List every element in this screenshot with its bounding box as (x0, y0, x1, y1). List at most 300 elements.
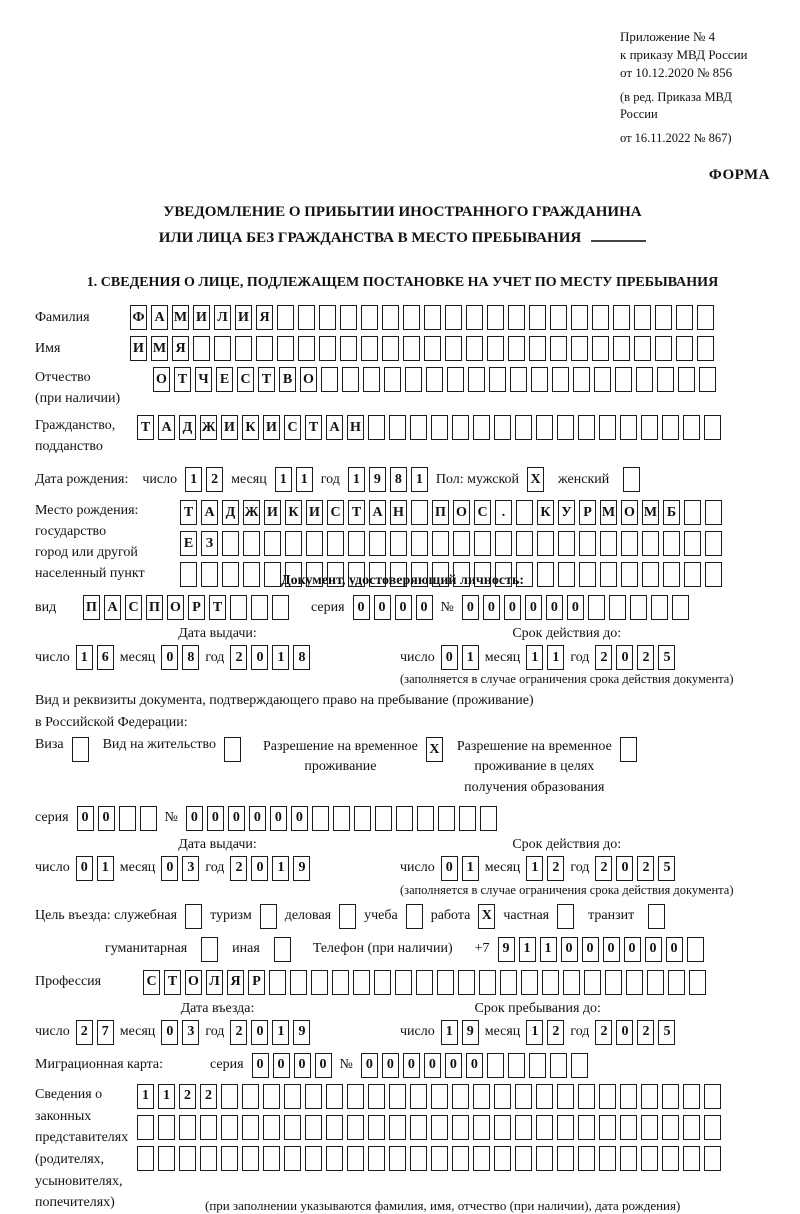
form-cell[interactable] (515, 1115, 532, 1140)
form-cell[interactable] (137, 1115, 154, 1140)
form-cell[interactable] (326, 1146, 343, 1171)
form-cell[interactable]: 0 (403, 1053, 420, 1078)
form-cell[interactable]: 5 (658, 1020, 675, 1045)
form-cell[interactable] (158, 1115, 175, 1140)
form-cell[interactable]: Ч (195, 367, 212, 392)
form-cell[interactable] (599, 415, 616, 440)
form-cell[interactable]: 0 (77, 806, 94, 831)
form-cell[interactable] (684, 531, 701, 556)
form-cell[interactable] (447, 367, 464, 392)
form-cell[interactable] (452, 1146, 469, 1171)
form-cell[interactable]: 8 (182, 645, 199, 670)
form-cell[interactable] (563, 970, 580, 995)
form-cell[interactable]: И (221, 415, 238, 440)
form-cell[interactable]: 0 (466, 1053, 483, 1078)
form-cell[interactable]: 9 (462, 1020, 479, 1045)
form-cell[interactable] (389, 415, 406, 440)
form-cell[interactable]: 0 (561, 937, 578, 962)
form-cell[interactable] (550, 336, 567, 361)
form-cell[interactable] (242, 1115, 259, 1140)
form-cell[interactable]: 0 (249, 806, 266, 831)
form-cell[interactable]: М (642, 500, 659, 525)
form-cell[interactable] (609, 595, 626, 620)
form-cell[interactable]: 6 (97, 645, 114, 670)
form-cell[interactable] (431, 1115, 448, 1140)
form-cell[interactable]: 1 (272, 1020, 289, 1045)
form-cell[interactable] (621, 562, 638, 587)
form-cell[interactable] (445, 305, 462, 330)
form-cell[interactable] (662, 415, 679, 440)
form-cell[interactable]: А (104, 595, 121, 620)
form-cell[interactable]: Б (663, 500, 680, 525)
form-cell[interactable] (319, 305, 336, 330)
form-cell[interactable] (558, 531, 575, 556)
form-cell[interactable] (353, 970, 370, 995)
form-cell[interactable]: З (201, 531, 218, 556)
form-cell[interactable] (578, 415, 595, 440)
form-cell[interactable] (201, 562, 218, 587)
form-cell[interactable]: Т (258, 367, 275, 392)
form-cell[interactable]: А (326, 415, 343, 440)
form-cell[interactable] (405, 367, 422, 392)
form-cell[interactable] (347, 1115, 364, 1140)
form-cell[interactable]: К (285, 500, 302, 525)
form-cell[interactable] (668, 970, 685, 995)
form-cell[interactable] (284, 1084, 301, 1109)
form-cell[interactable] (424, 305, 441, 330)
form-cell[interactable] (437, 970, 454, 995)
form-cell[interactable]: 1 (76, 645, 93, 670)
form-cell[interactable]: Ж (200, 415, 217, 440)
form-cell[interactable] (263, 1146, 280, 1171)
form-cell[interactable]: 0 (624, 937, 641, 962)
form-cell[interactable] (494, 1084, 511, 1109)
form-cell[interactable] (348, 531, 365, 556)
form-cell[interactable]: 2 (547, 1020, 564, 1045)
form-cell[interactable] (550, 305, 567, 330)
form-cell[interactable] (396, 806, 413, 831)
form-cell[interactable] (277, 305, 294, 330)
form-cell[interactable]: О (167, 595, 184, 620)
form-cell[interactable]: 2 (230, 645, 247, 670)
form-cell[interactable]: 0 (382, 1053, 399, 1078)
form-cell[interactable]: Ф (130, 305, 147, 330)
form-cell[interactable]: 8 (390, 467, 407, 492)
form-cell[interactable]: 0 (273, 1053, 290, 1078)
form-cell[interactable] (620, 415, 637, 440)
form-cell[interactable]: Л (214, 305, 231, 330)
form-cell[interactable]: А (151, 305, 168, 330)
form-cell[interactable] (600, 531, 617, 556)
form-cell[interactable]: М (151, 336, 168, 361)
form-cell[interactable]: 0 (161, 1020, 178, 1045)
form-cell[interactable]: 0 (251, 856, 268, 881)
form-cell[interactable]: 0 (251, 645, 268, 670)
form-cell[interactable]: 8 (293, 645, 310, 670)
form-cell[interactable] (375, 806, 392, 831)
form-cell[interactable] (508, 336, 525, 361)
form-cell[interactable]: Д (179, 415, 196, 440)
form-cell[interactable] (558, 562, 575, 587)
form-cell[interactable]: 0 (361, 1053, 378, 1078)
form-cell[interactable]: 2 (547, 856, 564, 881)
form-cell[interactable]: 0 (525, 595, 542, 620)
form-cell[interactable]: Ж (243, 500, 260, 525)
form-cell[interactable]: П (83, 595, 100, 620)
form-cell[interactable] (339, 904, 356, 929)
form-cell[interactable] (697, 305, 714, 330)
form-cell[interactable]: Я (227, 970, 244, 995)
form-cell[interactable] (494, 1115, 511, 1140)
form-cell[interactable]: 1 (526, 1020, 543, 1045)
form-cell[interactable]: У (558, 500, 575, 525)
form-cell[interactable] (573, 367, 590, 392)
form-cell[interactable] (222, 562, 239, 587)
form-cell[interactable]: 2 (76, 1020, 93, 1045)
form-cell[interactable]: 1 (272, 856, 289, 881)
form-cell[interactable] (620, 1146, 637, 1171)
form-cell[interactable] (298, 305, 315, 330)
form-cell[interactable]: О (153, 367, 170, 392)
form-cell[interactable] (651, 595, 668, 620)
form-cell[interactable]: С (237, 367, 254, 392)
form-cell[interactable]: Е (216, 367, 233, 392)
form-cell[interactable]: 0 (582, 937, 599, 962)
form-cell[interactable]: 2 (206, 467, 223, 492)
form-cell[interactable] (531, 367, 548, 392)
form-cell[interactable] (630, 595, 647, 620)
form-cell[interactable]: 0 (462, 595, 479, 620)
form-cell[interactable] (705, 531, 722, 556)
form-cell[interactable]: 2 (595, 645, 612, 670)
form-cell[interactable]: 0 (270, 806, 287, 831)
form-cell[interactable]: 9 (293, 856, 310, 881)
form-cell[interactable] (600, 562, 617, 587)
form-cell[interactable]: 1 (348, 467, 365, 492)
form-cell[interactable] (578, 1115, 595, 1140)
form-cell[interactable] (72, 737, 89, 762)
form-cell[interactable]: А (158, 415, 175, 440)
form-cell[interactable]: С (474, 500, 491, 525)
form-cell[interactable] (256, 336, 273, 361)
form-cell[interactable] (579, 562, 596, 587)
form-cell[interactable] (417, 806, 434, 831)
form-cell[interactable]: 3 (182, 1020, 199, 1045)
form-cell[interactable]: Р (579, 500, 596, 525)
form-cell[interactable] (536, 1084, 553, 1109)
form-cell[interactable] (432, 531, 449, 556)
form-cell[interactable] (689, 970, 706, 995)
form-cell[interactable] (683, 1146, 700, 1171)
form-cell[interactable] (368, 1084, 385, 1109)
form-cell[interactable] (662, 1084, 679, 1109)
form-cell[interactable] (508, 305, 525, 330)
form-cell[interactable] (529, 1053, 546, 1078)
form-cell[interactable] (242, 1146, 259, 1171)
form-cell[interactable] (390, 531, 407, 556)
form-cell[interactable] (459, 806, 476, 831)
form-cell[interactable] (389, 1115, 406, 1140)
form-cell[interactable] (557, 415, 574, 440)
form-cell[interactable] (403, 336, 420, 361)
form-cell[interactable] (140, 806, 157, 831)
form-cell[interactable]: 0 (666, 937, 683, 962)
form-cell[interactable]: 0 (546, 595, 563, 620)
form-cell[interactable] (655, 336, 672, 361)
form-cell[interactable] (634, 336, 651, 361)
form-cell[interactable] (613, 305, 630, 330)
form-cell[interactable] (620, 1084, 637, 1109)
form-cell[interactable] (368, 1115, 385, 1140)
form-cell[interactable]: О (185, 970, 202, 995)
form-cell[interactable]: 3 (182, 856, 199, 881)
form-cell[interactable]: 1 (137, 1084, 154, 1109)
form-cell[interactable] (305, 1084, 322, 1109)
form-cell[interactable]: Н (347, 415, 364, 440)
form-cell[interactable] (243, 562, 260, 587)
form-cell[interactable]: Т (137, 415, 154, 440)
form-cell[interactable] (515, 1146, 532, 1171)
form-cell[interactable] (489, 367, 506, 392)
form-cell[interactable] (185, 904, 202, 929)
form-cell[interactable] (431, 1084, 448, 1109)
form-cell[interactable] (326, 1084, 343, 1109)
form-cell[interactable] (474, 531, 491, 556)
form-cell[interactable]: 7 (97, 1020, 114, 1045)
form-cell[interactable]: Т (348, 500, 365, 525)
form-cell[interactable] (537, 562, 554, 587)
form-cell[interactable]: 0 (645, 937, 662, 962)
form-cell[interactable]: 1 (275, 467, 292, 492)
form-cell[interactable]: Р (188, 595, 205, 620)
form-cell[interactable] (508, 1053, 525, 1078)
form-cell[interactable] (529, 305, 546, 330)
form-cell[interactable] (340, 336, 357, 361)
form-cell[interactable] (557, 904, 574, 929)
form-cell[interactable] (473, 1084, 490, 1109)
form-cell[interactable] (479, 970, 496, 995)
form-cell[interactable]: 0 (441, 856, 458, 881)
form-cell[interactable] (158, 1146, 175, 1171)
form-cell[interactable]: И (264, 500, 281, 525)
form-cell[interactable] (251, 595, 268, 620)
form-cell[interactable] (424, 336, 441, 361)
form-cell[interactable] (332, 970, 349, 995)
form-cell[interactable] (368, 1146, 385, 1171)
form-cell[interactable]: 1 (540, 937, 557, 962)
form-cell[interactable] (368, 415, 385, 440)
form-cell[interactable]: X (478, 904, 495, 929)
form-cell[interactable] (452, 1115, 469, 1140)
form-cell[interactable] (369, 531, 386, 556)
form-cell[interactable]: М (600, 500, 617, 525)
form-cell[interactable] (347, 1084, 364, 1109)
form-cell[interactable]: Л (206, 970, 223, 995)
form-cell[interactable] (326, 1115, 343, 1140)
form-cell[interactable] (403, 305, 420, 330)
form-cell[interactable] (305, 1115, 322, 1140)
form-cell[interactable] (578, 1146, 595, 1171)
form-cell[interactable]: 0 (567, 595, 584, 620)
form-cell[interactable]: А (369, 500, 386, 525)
form-cell[interactable] (557, 1115, 574, 1140)
form-cell[interactable]: 0 (161, 856, 178, 881)
form-cell[interactable]: X (527, 467, 544, 492)
form-cell[interactable] (676, 336, 693, 361)
form-cell[interactable] (243, 531, 260, 556)
form-cell[interactable]: 2 (637, 1020, 654, 1045)
form-cell[interactable] (592, 336, 609, 361)
form-cell[interactable] (704, 1146, 721, 1171)
form-cell[interactable] (641, 415, 658, 440)
form-cell[interactable]: К (242, 415, 259, 440)
form-cell[interactable] (290, 970, 307, 995)
form-cell[interactable] (552, 367, 569, 392)
form-cell[interactable] (222, 531, 239, 556)
form-cell[interactable]: 0 (445, 1053, 462, 1078)
form-cell[interactable] (333, 806, 350, 831)
form-cell[interactable] (264, 531, 281, 556)
form-cell[interactable] (298, 336, 315, 361)
form-cell[interactable]: 0 (616, 856, 633, 881)
form-cell[interactable] (389, 1146, 406, 1171)
form-cell[interactable] (678, 367, 695, 392)
form-cell[interactable] (214, 336, 231, 361)
form-cell[interactable]: И (306, 500, 323, 525)
form-cell[interactable] (269, 970, 286, 995)
form-cell[interactable]: 2 (200, 1084, 217, 1109)
form-cell[interactable] (495, 531, 512, 556)
form-cell[interactable] (264, 562, 281, 587)
form-cell[interactable] (657, 367, 674, 392)
form-cell[interactable] (620, 737, 637, 762)
form-cell[interactable] (480, 806, 497, 831)
form-cell[interactable] (312, 806, 329, 831)
form-cell[interactable] (536, 1115, 553, 1140)
form-cell[interactable] (594, 367, 611, 392)
form-cell[interactable] (672, 595, 689, 620)
form-cell[interactable] (500, 970, 517, 995)
form-cell[interactable] (305, 1146, 322, 1171)
form-cell[interactable] (510, 367, 527, 392)
form-cell[interactable]: В (279, 367, 296, 392)
form-cell[interactable]: 2 (230, 1020, 247, 1045)
form-cell[interactable] (411, 531, 428, 556)
form-cell[interactable]: 1 (185, 467, 202, 492)
form-cell[interactable]: 0 (161, 645, 178, 670)
form-cell[interactable] (384, 367, 401, 392)
form-cell[interactable]: 1 (296, 467, 313, 492)
form-cell[interactable]: С (327, 500, 344, 525)
form-cell[interactable]: 0 (76, 856, 93, 881)
form-cell[interactable] (319, 336, 336, 361)
form-cell[interactable]: 0 (483, 595, 500, 620)
form-cell[interactable] (529, 336, 546, 361)
form-cell[interactable] (588, 595, 605, 620)
form-cell[interactable] (361, 336, 378, 361)
form-cell[interactable] (642, 531, 659, 556)
form-cell[interactable] (363, 367, 380, 392)
form-cell[interactable]: 1 (462, 856, 479, 881)
form-cell[interactable] (571, 336, 588, 361)
form-cell[interactable]: 9 (369, 467, 386, 492)
form-cell[interactable] (599, 1115, 616, 1140)
form-cell[interactable]: 0 (374, 595, 391, 620)
form-cell[interactable] (235, 336, 252, 361)
form-cell[interactable] (274, 937, 291, 962)
form-cell[interactable] (676, 305, 693, 330)
form-cell[interactable]: 0 (186, 806, 203, 831)
form-cell[interactable] (599, 1146, 616, 1171)
form-cell[interactable]: 1 (97, 856, 114, 881)
form-cell[interactable] (382, 336, 399, 361)
form-cell[interactable] (406, 904, 423, 929)
form-cell[interactable]: 0 (252, 1053, 269, 1078)
form-cell[interactable]: С (143, 970, 160, 995)
form-cell[interactable]: И (263, 415, 280, 440)
form-cell[interactable] (311, 970, 328, 995)
form-cell[interactable] (452, 415, 469, 440)
form-cell[interactable] (642, 562, 659, 587)
form-cell[interactable] (179, 1146, 196, 1171)
form-cell[interactable] (466, 336, 483, 361)
form-cell[interactable] (354, 806, 371, 831)
form-cell[interactable] (445, 336, 462, 361)
form-cell[interactable] (621, 531, 638, 556)
form-cell[interactable]: И (235, 305, 252, 330)
form-cell[interactable]: И (130, 336, 147, 361)
form-cell[interactable] (537, 531, 554, 556)
form-cell[interactable]: 0 (228, 806, 245, 831)
form-cell[interactable]: 1 (272, 645, 289, 670)
form-cell[interactable]: Я (172, 336, 189, 361)
form-cell[interactable] (578, 1084, 595, 1109)
form-cell[interactable] (452, 1084, 469, 1109)
form-cell[interactable] (620, 1115, 637, 1140)
form-cell[interactable] (263, 1084, 280, 1109)
form-cell[interactable] (200, 1115, 217, 1140)
form-cell[interactable] (221, 1146, 238, 1171)
form-cell[interactable] (272, 595, 289, 620)
form-cell[interactable]: М (172, 305, 189, 330)
form-cell[interactable]: Т (174, 367, 191, 392)
form-cell[interactable]: Р (248, 970, 265, 995)
form-cell[interactable] (687, 937, 704, 962)
form-cell[interactable]: 1 (411, 467, 428, 492)
form-cell[interactable] (683, 1084, 700, 1109)
form-cell[interactable] (662, 1115, 679, 1140)
form-cell[interactable] (458, 970, 475, 995)
form-cell[interactable]: С (284, 415, 301, 440)
form-cell[interactable] (605, 970, 622, 995)
form-cell[interactable] (473, 415, 490, 440)
form-cell[interactable] (242, 1084, 259, 1109)
form-cell[interactable] (647, 970, 664, 995)
form-cell[interactable] (221, 1084, 238, 1109)
form-cell[interactable] (515, 415, 532, 440)
form-cell[interactable] (648, 904, 665, 929)
form-cell[interactable] (179, 1115, 196, 1140)
form-cell[interactable]: Я (256, 305, 273, 330)
form-cell[interactable] (494, 415, 511, 440)
form-cell[interactable] (704, 415, 721, 440)
form-cell[interactable]: 0 (98, 806, 115, 831)
form-cell[interactable]: О (453, 500, 470, 525)
form-cell[interactable] (224, 737, 241, 762)
form-cell[interactable] (704, 1084, 721, 1109)
form-cell[interactable] (641, 1115, 658, 1140)
form-cell[interactable] (705, 562, 722, 587)
